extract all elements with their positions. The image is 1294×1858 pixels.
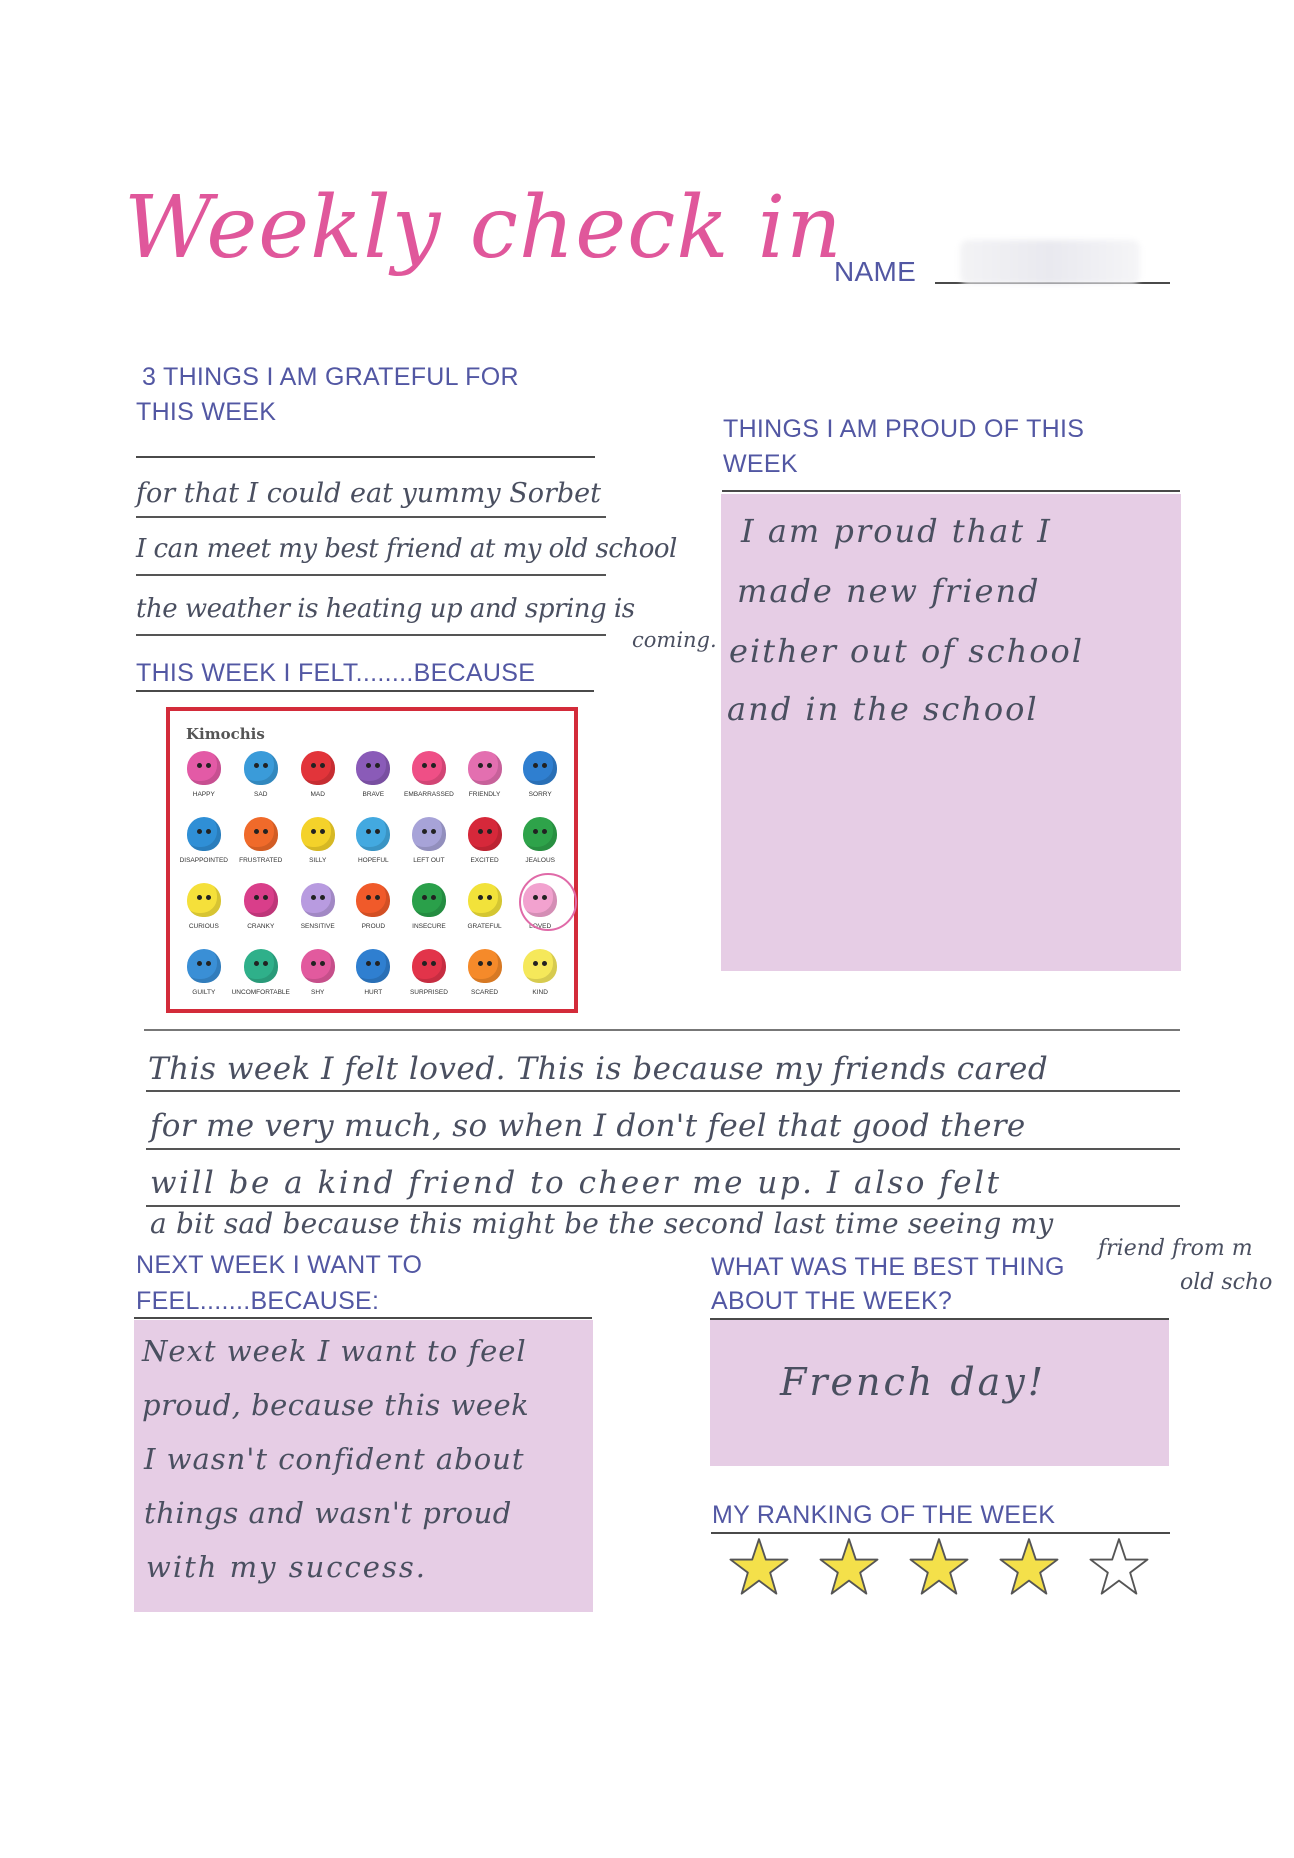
next-week-line-2: proud, because this week bbox=[142, 1388, 530, 1422]
feeling-hopeful bbox=[346, 811, 402, 873]
feeling-label: SILLY bbox=[309, 857, 327, 864]
grateful-heading-line1: 3 THINGS I AM GRATEFUL FOR bbox=[142, 363, 519, 391]
chart-title: Kimochis bbox=[186, 725, 265, 743]
ranking-heading-rule bbox=[711, 1532, 1170, 1534]
feeling-mad bbox=[290, 745, 346, 807]
best-thing-box[interactable] bbox=[710, 1320, 1169, 1466]
feeling-silly bbox=[290, 811, 346, 873]
kimochi-character-icon bbox=[356, 817, 390, 851]
feeling-insecure bbox=[401, 877, 457, 939]
grateful-item-2: I can meet my best friend at my old school bbox=[136, 534, 677, 564]
feeling-scared bbox=[457, 943, 513, 1005]
kimochi-character-icon bbox=[244, 883, 278, 917]
proud-line-3: either out of school bbox=[729, 632, 1084, 670]
kimochi-character-icon bbox=[468, 949, 502, 983]
feeling-label: HOPEFUL bbox=[357, 857, 389, 864]
kimochi-character-icon bbox=[468, 883, 502, 917]
feeling-sad bbox=[232, 745, 290, 807]
grateful-item-3-continuation: coming. bbox=[632, 628, 717, 652]
feeling-label: EXCITED bbox=[470, 857, 499, 864]
kimochi-character-icon bbox=[187, 751, 221, 785]
kimochi-character-icon bbox=[412, 817, 446, 851]
grateful-heading-line2: THIS WEEK bbox=[136, 398, 277, 426]
proud-box[interactable] bbox=[721, 494, 1181, 971]
feelings-chart bbox=[166, 707, 578, 1013]
feeling-label: KIND bbox=[532, 989, 548, 996]
star-filled-icon[interactable] bbox=[728, 1536, 790, 1598]
felt-rule-1 bbox=[146, 1090, 1180, 1092]
feeling-label: GUILTY bbox=[192, 989, 216, 996]
feeling-embarrassed bbox=[401, 745, 457, 807]
next-week-line-1: Next week I want to feel bbox=[142, 1334, 527, 1368]
feeling-grateful bbox=[457, 877, 513, 939]
best-thing-heading-line2: ABOUT THE WEEK? bbox=[711, 1287, 953, 1315]
feeling-label: SURPRISED bbox=[409, 989, 448, 996]
ranking-stars bbox=[728, 1536, 1150, 1598]
proud-heading-line1: THINGS I AM PROUD OF THIS bbox=[723, 415, 1085, 443]
best-thing-answer: French day! bbox=[780, 1360, 1047, 1404]
felt-top-rule bbox=[144, 1029, 1180, 1031]
ranking-heading: MY RANKING OF THE WEEK bbox=[712, 1501, 1056, 1529]
grateful-item-3: the weather is heating up and spring is bbox=[136, 594, 635, 624]
loved-circle-mark bbox=[519, 873, 577, 931]
feeling-label: MAD bbox=[310, 791, 325, 798]
grateful-line-1 bbox=[136, 516, 606, 518]
felt-line-4: a bit sad because this might be the second last time seeing my bbox=[150, 1207, 1054, 1240]
kimochi-character-icon bbox=[244, 817, 278, 851]
name-redaction bbox=[960, 240, 1140, 284]
feeling-proud bbox=[346, 877, 402, 939]
feeling-label: LOVED bbox=[529, 923, 552, 930]
kimochi-character-icon bbox=[468, 817, 502, 851]
star-filled-icon[interactable] bbox=[908, 1536, 970, 1598]
next-week-heading-line2: FEEL.......BECAUSE: bbox=[136, 1287, 380, 1315]
kimochi-character-icon bbox=[187, 883, 221, 917]
kimochi-character-icon bbox=[187, 949, 221, 983]
feeling-label: EMBARRASSED bbox=[404, 791, 454, 798]
feeling-label: HAPPY bbox=[192, 791, 215, 798]
feeling-brave bbox=[346, 745, 402, 807]
feeling-label: SORRY bbox=[528, 791, 552, 798]
grateful-heading-rule bbox=[136, 456, 595, 458]
next-week-line-3: I wasn't confident about bbox=[144, 1442, 525, 1476]
felt-line-3: will be a kind friend to cheer me up. I also felt bbox=[150, 1165, 1002, 1201]
felt-heading-rule bbox=[136, 690, 594, 692]
felt-margin-note-1: friend from m bbox=[1098, 1236, 1253, 1261]
proud-heading-rule bbox=[722, 490, 1180, 492]
kimochi-character-icon bbox=[356, 883, 390, 917]
kimochi-character-icon bbox=[523, 949, 557, 983]
feeling-cranky bbox=[232, 877, 290, 939]
kimochi-character-icon bbox=[301, 817, 335, 851]
kimochi-character-icon bbox=[356, 949, 390, 983]
page-title: Weekly check in bbox=[124, 178, 843, 278]
kimochi-character-icon bbox=[301, 751, 335, 785]
feeling-jealous bbox=[512, 811, 568, 873]
feeling-curious bbox=[176, 877, 232, 939]
feeling-left-out bbox=[401, 811, 457, 873]
feeling-shy bbox=[290, 943, 346, 1005]
feeling-label: JEALOUS bbox=[525, 857, 555, 864]
feeling-label: SAD bbox=[254, 791, 268, 798]
feeling-label: HURT bbox=[364, 989, 383, 996]
feeling-label: FRUSTRATED bbox=[239, 857, 283, 864]
feeling-label: GRATEFUL bbox=[467, 923, 502, 930]
feeling-hurt bbox=[346, 943, 402, 1005]
star-empty-icon[interactable] bbox=[1088, 1536, 1150, 1598]
kimochi-character-icon bbox=[412, 751, 446, 785]
feeling-label: INSECURE bbox=[412, 923, 446, 930]
feeling-frustrated bbox=[232, 811, 290, 873]
kimochi-character-icon bbox=[301, 949, 335, 983]
proud-line-4: and in the school bbox=[727, 690, 1039, 728]
feeling-excited bbox=[457, 811, 513, 873]
best-thing-heading-line1: WHAT WAS THE BEST THING bbox=[711, 1253, 1065, 1281]
feeling-label: PROUD bbox=[361, 923, 386, 930]
kimochi-character-icon bbox=[412, 949, 446, 983]
kimochi-character-icon bbox=[523, 751, 557, 785]
feeling-label: DISAPPOINTED bbox=[179, 857, 228, 864]
kimochi-character-icon bbox=[187, 817, 221, 851]
feeling-label: SHY bbox=[311, 989, 325, 996]
feeling-guilty bbox=[176, 943, 232, 1005]
feeling-label: SENSITIVE bbox=[300, 923, 335, 930]
feeling-label: SCARED bbox=[471, 989, 499, 996]
next-week-heading-line1: NEXT WEEK I WANT TO bbox=[136, 1251, 423, 1279]
kimochi-character-icon bbox=[412, 883, 446, 917]
felt-margin-note-2: old scho bbox=[1180, 1270, 1273, 1295]
feeling-label: BRAVE bbox=[362, 791, 385, 798]
feeling-sorry bbox=[512, 745, 568, 807]
felt-line-1: This week I felt loved. This is because my friends cared bbox=[148, 1051, 1049, 1087]
felt-line-2: for me very much, so when I don't feel that good there bbox=[150, 1108, 1026, 1144]
feeling-friendly bbox=[457, 745, 513, 807]
grateful-item-1: for that I could eat yummy Sorbet bbox=[136, 478, 601, 509]
feeling-uncomfortable bbox=[232, 943, 290, 1005]
next-week-box[interactable] bbox=[134, 1320, 593, 1612]
kimochi-character-icon bbox=[356, 751, 390, 785]
feeling-label: UNCOMFORTABLE bbox=[231, 989, 290, 996]
next-week-line-5: with my success. bbox=[146, 1550, 427, 1584]
grateful-line-2 bbox=[136, 574, 606, 576]
star-filled-icon[interactable] bbox=[998, 1536, 1060, 1598]
kimochi-character-icon bbox=[244, 949, 278, 983]
feelings-grid bbox=[176, 745, 568, 1005]
feeling-surprised bbox=[401, 943, 457, 1005]
feeling-disappointed bbox=[176, 811, 232, 873]
next-week-line-4: things and wasn't proud bbox=[144, 1496, 512, 1530]
grateful-line-3 bbox=[136, 634, 606, 636]
feeling-label: CRANKY bbox=[247, 923, 275, 930]
kimochi-character-icon bbox=[468, 751, 502, 785]
proud-line-1: I am proud that I bbox=[741, 512, 1052, 550]
kimochi-character-icon bbox=[244, 751, 278, 785]
next-week-heading-rule bbox=[134, 1317, 592, 1319]
feeling-label: CURIOUS bbox=[188, 923, 219, 930]
felt-heading: THIS WEEK I FELT........BECAUSE bbox=[136, 659, 536, 687]
proud-line-2: made new friend bbox=[737, 572, 1041, 610]
felt-rule-2 bbox=[146, 1148, 1180, 1150]
feeling-kind bbox=[512, 943, 568, 1005]
feeling-happy bbox=[176, 745, 232, 807]
feeling-label: FRIENDLY bbox=[468, 791, 501, 798]
feeling-sensitive bbox=[290, 877, 346, 939]
star-filled-icon[interactable] bbox=[818, 1536, 880, 1598]
kimochi-character-icon bbox=[523, 817, 557, 851]
proud-heading-line2: WEEK bbox=[723, 450, 798, 478]
kimochi-character-icon bbox=[301, 883, 335, 917]
name-label: NAME bbox=[834, 256, 917, 287]
feeling-label: LEFT OUT bbox=[413, 857, 445, 864]
